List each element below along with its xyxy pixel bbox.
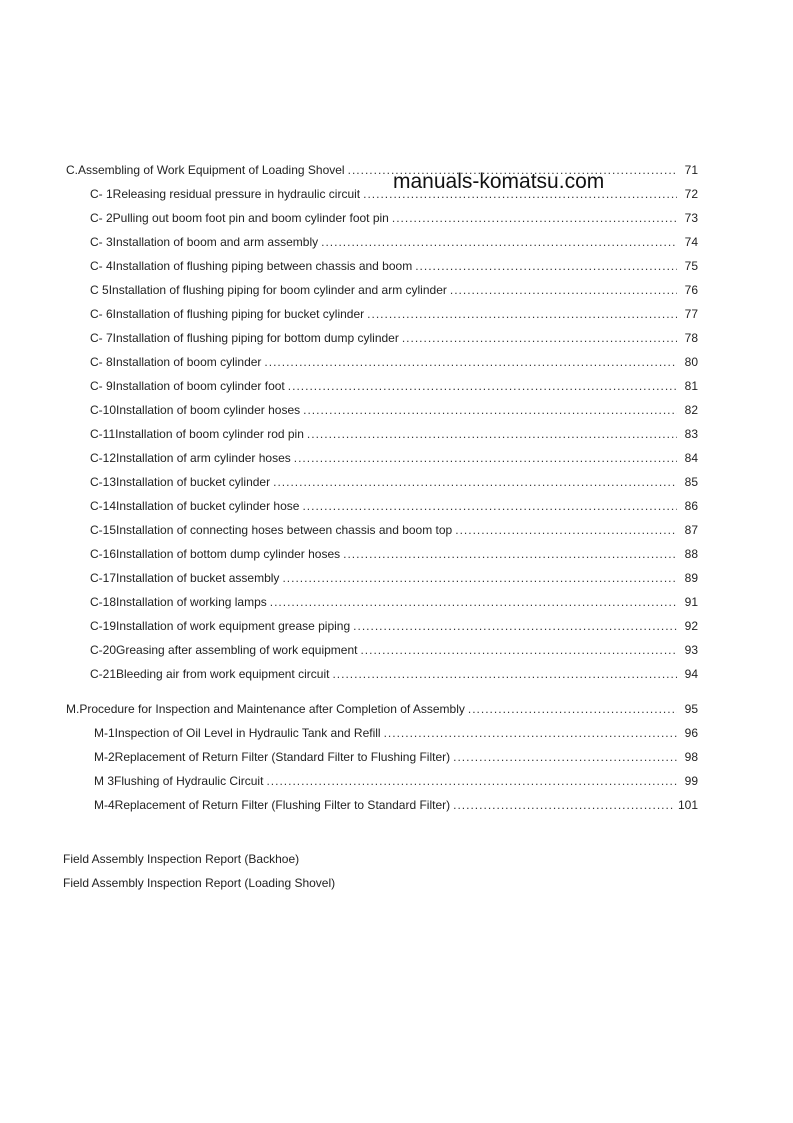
entry-title: Installation of arm cylinder hoses xyxy=(116,451,291,465)
entry-title: Pulling out boom foot pin and boom cylinder foot pin xyxy=(112,211,389,225)
entry-code: C-13 xyxy=(90,475,117,489)
entry-title: Procedure for Inspection and Maintenance after Completion of Assembly xyxy=(79,702,465,716)
entry-title: Installation of flushing piping for bottom dump cylinder xyxy=(112,331,399,345)
entry-title: Installation of bucket assembly xyxy=(116,571,280,585)
toc-entry[interactable] xyxy=(90,522,698,538)
entry-title: Installation of bucket cylinder hose xyxy=(116,499,300,513)
toc-entry[interactable] xyxy=(90,210,698,226)
entry-title: Installation of flushing piping between chassis and boom xyxy=(112,259,413,273)
toc-entry[interactable] xyxy=(90,594,698,610)
entry-title: Installation of work equipment grease piping xyxy=(116,619,351,633)
entry-code: C-16 xyxy=(90,547,117,561)
page-number: 98 xyxy=(684,750,698,764)
page-number: 78 xyxy=(684,331,698,345)
entry-code: C-14 xyxy=(90,499,117,513)
page-number: 76 xyxy=(684,283,698,297)
dot-leader xyxy=(307,426,677,442)
dot-leader xyxy=(367,306,677,322)
toc-entry[interactable] xyxy=(90,666,698,682)
entry-title: Installation of boom and arm assembly xyxy=(112,235,319,249)
page-number: 83 xyxy=(684,427,698,441)
entry-title: Installation of boom cylinder hoses xyxy=(116,403,301,417)
entry-code: C- 8 xyxy=(90,355,113,369)
entry-title: Bleeding air from work equipment circuit xyxy=(116,667,330,681)
page-number: 92 xyxy=(684,619,698,633)
page-number: 91 xyxy=(684,595,698,609)
toc-entry[interactable] xyxy=(90,258,698,274)
toc-entry[interactable] xyxy=(90,330,698,346)
entry-code: C- 9 xyxy=(90,379,113,393)
entry-code: C- 4 xyxy=(90,259,113,273)
toc-entry[interactable] xyxy=(90,474,698,490)
dot-leader xyxy=(343,546,677,562)
toc-entry[interactable] xyxy=(90,498,698,514)
entry-code: C- 6 xyxy=(90,307,113,321)
entry-title: Installation of bottom dump cylinder hoses xyxy=(116,547,341,561)
toc-entry[interactable] xyxy=(94,725,698,741)
toc-entry[interactable] xyxy=(94,797,698,813)
entry-title: Flushing of Hydraulic Circuit xyxy=(114,774,264,788)
page-number: 94 xyxy=(684,667,698,681)
dot-leader xyxy=(360,642,677,658)
toc-entry[interactable] xyxy=(94,773,698,789)
entry-code: M-4 xyxy=(94,798,115,812)
toc-entry[interactable] xyxy=(90,306,698,322)
page-number: 73 xyxy=(684,211,698,225)
page-number: 82 xyxy=(684,403,698,417)
entry-code: C-21 xyxy=(90,667,117,681)
entry-code: M-2 xyxy=(94,750,115,764)
entry-code: C-15 xyxy=(90,523,117,537)
entry-title: Assembling of Work Equipment of Loading Shovel xyxy=(78,163,345,177)
page-number: 95 xyxy=(684,702,698,716)
dot-leader xyxy=(415,258,677,274)
entry-title: Installation of boom cylinder xyxy=(112,355,262,369)
toc-entry[interactable] xyxy=(90,378,698,394)
page-number: 96 xyxy=(684,726,698,740)
entry-code: C-17 xyxy=(90,571,117,585)
toc-entry[interactable] xyxy=(90,354,698,370)
entry-title: Installation of boom cylinder rod pin xyxy=(115,427,304,441)
page-number: 89 xyxy=(684,571,698,585)
page-number: 81 xyxy=(684,379,698,393)
entry-title: Greasing after assembling of work equipment xyxy=(116,643,358,657)
dot-leader xyxy=(282,570,677,586)
entry-code: M 3 xyxy=(94,774,115,788)
dot-leader xyxy=(402,330,677,346)
dot-leader xyxy=(302,498,677,514)
page-number: 71 xyxy=(684,163,698,177)
report-entry[interactable]: Field Assembly Inspection Report (Backhoe) xyxy=(63,852,300,866)
entry-code: C 5 xyxy=(90,283,109,297)
page-number: 77 xyxy=(684,307,698,321)
entry-title: Installation of boom cylinder foot xyxy=(112,379,285,393)
page-number: 85 xyxy=(684,475,698,489)
page-number: 74 xyxy=(684,235,698,249)
page-number: 87 xyxy=(684,523,698,537)
entry-code: C-18 xyxy=(90,595,117,609)
entry-title: Inspection of Oil Level in Hydraulic Tank and Refill xyxy=(114,726,381,740)
dot-leader xyxy=(453,749,677,765)
dot-leader xyxy=(266,773,677,789)
entry-code: M. xyxy=(66,702,80,716)
entry-title: Installation of flushing piping for boom cylinder and arm cylinder xyxy=(108,283,447,297)
dot-leader xyxy=(384,725,677,741)
toc-section-m[interactable] xyxy=(66,701,698,717)
page-number: 84 xyxy=(684,451,698,465)
watermark: manuals-komatsu.com xyxy=(393,170,605,193)
page-number: 101 xyxy=(677,798,698,812)
toc-entry[interactable] xyxy=(90,546,698,562)
toc-entry[interactable] xyxy=(90,402,698,418)
page-number: 88 xyxy=(684,547,698,561)
entry-code: C-11 xyxy=(90,427,116,441)
entry-title: Installation of working lamps xyxy=(116,595,267,609)
entry-title: Releasing residual pressure in hydraulic circuit xyxy=(112,187,361,201)
toc-entry[interactable] xyxy=(90,618,698,634)
toc-entry[interactable] xyxy=(90,642,698,658)
toc-entry[interactable] xyxy=(94,749,698,765)
entry-code: C- 1 xyxy=(90,187,113,201)
entry-code: C-12 xyxy=(90,451,117,465)
dot-leader xyxy=(450,282,677,298)
entry-title: Installation of connecting hoses between chassis and boom top xyxy=(116,523,453,537)
entry-code: C-10 xyxy=(90,403,117,417)
dot-leader xyxy=(294,450,677,466)
page-number: 75 xyxy=(684,259,698,273)
dot-leader xyxy=(453,797,675,813)
dot-leader xyxy=(332,666,677,682)
page-number: 80 xyxy=(684,355,698,369)
entry-title: Replacement of Return Filter (Standard Filter to Flushing Filter) xyxy=(114,750,451,764)
toc-entry[interactable] xyxy=(90,282,698,298)
entry-code: C- 2 xyxy=(90,211,113,225)
page-number: 86 xyxy=(684,499,698,513)
dot-leader xyxy=(303,402,677,418)
report-entry[interactable]: Field Assembly Inspection Report (Loading Shovel) xyxy=(63,876,336,890)
entry-code: C-20 xyxy=(90,643,117,657)
dot-leader xyxy=(321,234,677,250)
toc-entry[interactable] xyxy=(90,234,698,250)
entry-title: Replacement of Return Filter (Flushing Filter to Standard Filter) xyxy=(114,798,451,812)
entry-code: M-1 xyxy=(94,726,115,740)
entry-code: C. xyxy=(66,163,78,177)
dot-leader xyxy=(468,701,677,717)
dot-leader xyxy=(392,210,677,226)
toc-entry[interactable] xyxy=(90,450,698,466)
toc-entry[interactable] xyxy=(90,426,698,442)
entry-code: C- 7 xyxy=(90,331,113,345)
dot-leader xyxy=(353,618,677,634)
entry-title: Installation of bucket cylinder xyxy=(116,475,271,489)
page-number: 93 xyxy=(684,643,698,657)
dot-leader xyxy=(288,378,677,394)
entry-code: C- 3 xyxy=(90,235,113,249)
entry-title: Installation of flushing piping for bucket cylinder xyxy=(112,307,365,321)
dot-leader xyxy=(270,594,677,610)
entry-code: C-19 xyxy=(90,619,117,633)
dot-leader xyxy=(455,522,677,538)
toc-entry[interactable] xyxy=(90,570,698,586)
page-number: 99 xyxy=(684,774,698,788)
page-number: 72 xyxy=(684,187,698,201)
dot-leader xyxy=(264,354,677,370)
dot-leader xyxy=(273,474,677,490)
